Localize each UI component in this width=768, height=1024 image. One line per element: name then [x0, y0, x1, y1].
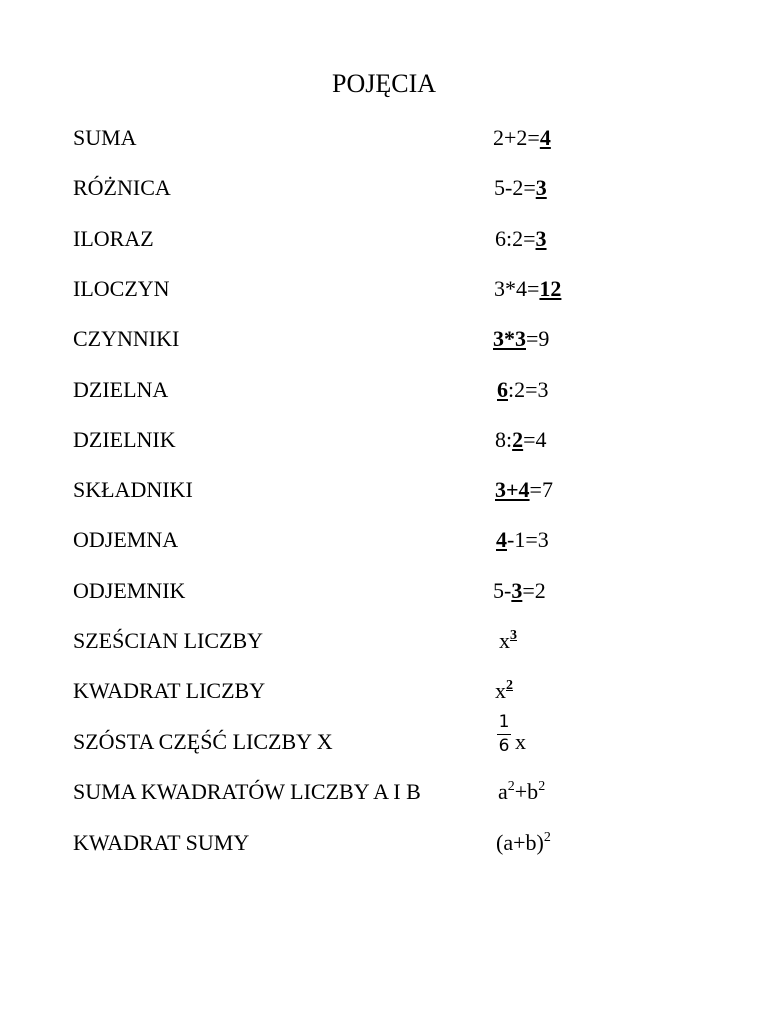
expr-highlight: 3: [535, 226, 547, 251]
math-expression: [494, 276, 561, 302]
math-expression: [493, 125, 551, 151]
expr-highlight: 6: [497, 377, 508, 402]
term-label: DZIELNA: [73, 377, 169, 402]
math-expression: [495, 477, 553, 503]
math-expression: [496, 830, 551, 856]
expr-exponent: 3: [510, 628, 517, 643]
expr-text: 8:: [495, 427, 513, 452]
expr-text: 5-2=: [494, 175, 536, 200]
expr-text: 3*4=: [494, 276, 540, 301]
term-label: SZEŚCIAN LICZBY: [73, 628, 264, 653]
term-label: CZYNNIKI: [73, 326, 180, 351]
expr-text: :2=3: [508, 377, 549, 402]
fraction-variable: x: [515, 729, 526, 754]
expr-text: a: [498, 779, 508, 804]
term-label: KWADRAT LICZBY: [73, 678, 266, 703]
fraction: [497, 712, 511, 756]
math-expression: [496, 527, 549, 553]
math-expression: [495, 427, 547, 453]
expr-text: 2+2=: [493, 125, 540, 150]
expr-highlight: 4: [539, 125, 551, 150]
math-expression: [498, 779, 545, 805]
expr-exponent: 2: [543, 830, 551, 845]
expr-highlight: 3*3: [493, 326, 526, 351]
expr-exponent: 2: [507, 779, 515, 794]
expr-highlight: 3: [535, 175, 547, 200]
term-label: SKŁADNIKI: [73, 477, 193, 502]
term-label: ODJEMNA: [73, 527, 179, 552]
expr-text: +b: [514, 779, 539, 804]
term-label: ILOCZYN: [73, 276, 170, 301]
math-expression: [493, 326, 549, 352]
expr-highlight: 3+4: [495, 477, 530, 502]
expr-text: -1=3: [507, 527, 549, 552]
term-label: ODJEMNIK: [73, 578, 186, 603]
fraction-denominator: 6: [498, 736, 510, 756]
expr-text: =2: [522, 578, 546, 603]
expr-text: =9: [526, 326, 550, 351]
math-expression: [494, 175, 547, 201]
expr-highlight: 12: [539, 276, 562, 301]
term-label: KWADRAT SUMY: [73, 830, 250, 855]
expr-exponent: 2: [538, 779, 546, 794]
math-expression: [495, 226, 547, 252]
term-label: SZÓSTA CZĘŚĆ LICZBY X: [73, 729, 333, 754]
fraction-numerator: 1: [498, 712, 510, 732]
expr-highlight: 2: [512, 427, 524, 452]
expr-text: =7: [529, 477, 553, 502]
fraction-bar: [497, 734, 511, 735]
page-title: POJĘCIA: [331, 69, 436, 98]
expr-text: (a+b): [496, 830, 544, 855]
term-label: SUMA: [73, 125, 137, 150]
term-label: DZIELNIK: [73, 427, 176, 452]
expr-text: 6:2=: [495, 226, 536, 251]
expr-text: =4: [523, 427, 547, 452]
expr-text: 5-: [493, 578, 512, 603]
term-label: ILORAZ: [73, 226, 154, 251]
expr-base: x: [495, 678, 506, 703]
expr-exponent: 2: [506, 678, 513, 693]
expr-highlight: 3: [511, 578, 523, 603]
term-label: RÓŻNICA: [73, 175, 171, 200]
math-expression: [495, 678, 513, 704]
term-label: SUMA KWADRATÓW LICZBY A I B: [73, 779, 421, 804]
expr-base: x: [499, 628, 510, 653]
expr-highlight: 4: [496, 527, 507, 552]
math-expression: [499, 628, 517, 654]
math-expression: [497, 377, 549, 403]
math-expression: [493, 578, 546, 604]
